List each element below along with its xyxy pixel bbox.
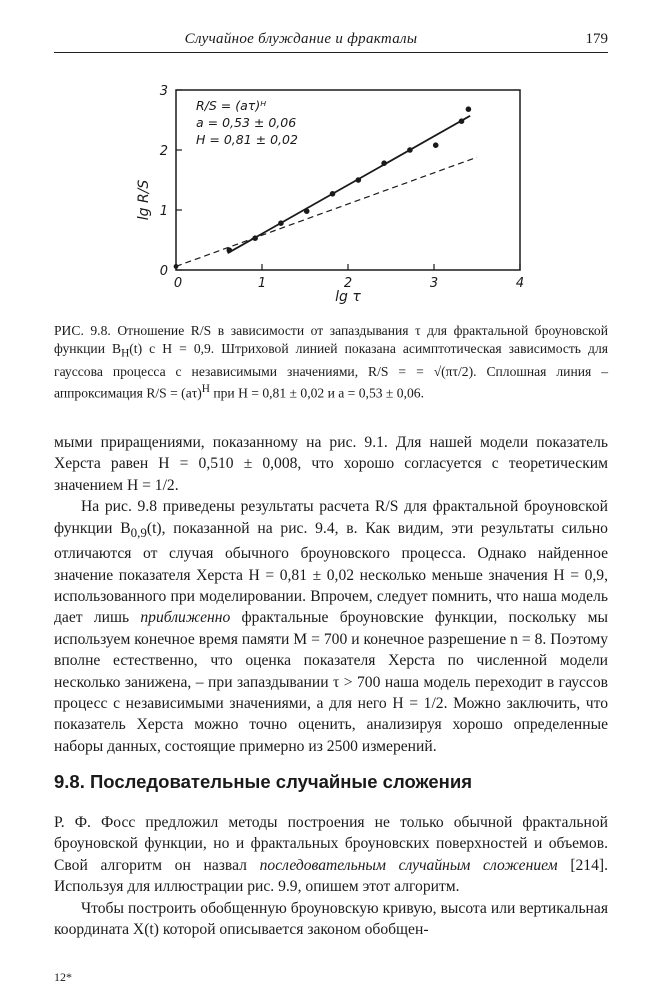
data-point (330, 191, 336, 197)
running-head (54, 28, 608, 53)
x-tick-label: 2 (343, 276, 353, 291)
paragraph-3: Р. Ф. Фосс предложил методы построения не только обычной фрактальной броуновской функции, но и фрактальных броуновских поверхностей и объемов. Свой алгоритм он назвал последовательным случайным сложением [214]. Используя для иллюстрации рис. 9.9, опишем этот алгоритм. (54, 814, 608, 896)
data-point (466, 106, 472, 112)
x-tick-label: 1 (257, 276, 267, 291)
y-tick-label: 1 (159, 204, 168, 219)
x-axis-label: lg τ (335, 289, 361, 305)
signature-mark: 12* (54, 970, 72, 984)
body-text-upper (54, 432, 608, 757)
data-point (433, 142, 439, 148)
data-point (278, 220, 284, 226)
formula-line-2: a = 0,53 ± 0,06 (196, 115, 297, 130)
formula-line-1: R/S = (aτ)ᴴ (196, 98, 267, 113)
data-point (252, 235, 258, 241)
section-heading: 9.8. Последовательные случайные сложения (54, 771, 473, 792)
y-axis-label: lg R/S (136, 179, 152, 221)
figure-caption: РИС. 9.8. Отношение R/S в зависимости от запаздывания τ для фрактальной броуновской функции $B_H(t)$ с H = 0,9. Штриховой линией показана асимптотическая зависимость для гауссова процесса с независимыми значениями, R/S = = √(πτ/2). Сплошная линия – аппроксимация $R/S = (a\tau)^H$ при H = 0,81 ± 0,02 и a = 0,53 ± 0,06. (54, 323, 609, 401)
origin-point (174, 264, 179, 269)
body-text-lower (54, 812, 608, 940)
data-point (227, 247, 233, 253)
x-tick-label: 4 (515, 276, 525, 291)
paragraph-1: мыми приращениями, показанному на рис. 9.1. Для нашей модели показатель Херста равен H = 0,510 ± 0,008, что хорошо согласуется с теоретическим значением H = 1/2. (54, 434, 608, 494)
y-tick-label: 2 (159, 144, 168, 159)
data-point (381, 160, 387, 166)
y-tick-label: 3 (159, 84, 168, 99)
data-point (459, 118, 465, 124)
asymptote-line (176, 157, 477, 266)
page-number: 179 (585, 31, 608, 47)
x-tick-label: 3 (429, 276, 439, 291)
paragraph-4: Чтобы построить обобщенную броуновскую кривую, высота или вертикальная координата X(t) которой описывается законом обобщен- (54, 899, 608, 939)
formula-line-3: H = 0,81 ± 0,02 (196, 132, 298, 147)
data-point (356, 177, 362, 183)
y-tick-label: 0 (159, 264, 168, 279)
figure-9-8-chart (120, 70, 560, 315)
x-tick-label: 0 (173, 276, 183, 291)
data-point (304, 208, 310, 214)
running-title: Случайное блуждание и фракталы (184, 31, 418, 47)
paragraph-2: На рис. 9.8 приведены результаты расчета R/S для фрактальной броуновской функции $B_{0,9}(t)$, показанной на рис. 9.4, в. Как видим, эти результаты сильно отличаются от случая обычного броуновского процесса. Однако найденное значение показателя Херста H = 0,81 ± 0,02 несколько меньше значения H = 0,9, использованного при моделировании. Впрочем, следует помнить, что наша модель дает лишь приближенно фрактальные броуновские функции, поскольку мы используем конечное время памяти M = 700 и конечное разрешение n = 8. Поэтому вполне естественно, что оценка показателя Херста по численной модели несколько занижена, – при запаздывании τ > 700 наша модель переходит в гауссов процесс с независимыми значениями, а для него H = 1/2. Можно заключить, что показатель Херста можно точно оценить, анализируя хорошо определенные наборы данных, состоящие примерно из 2500 измерений. (54, 498, 608, 755)
data-point (407, 147, 413, 153)
